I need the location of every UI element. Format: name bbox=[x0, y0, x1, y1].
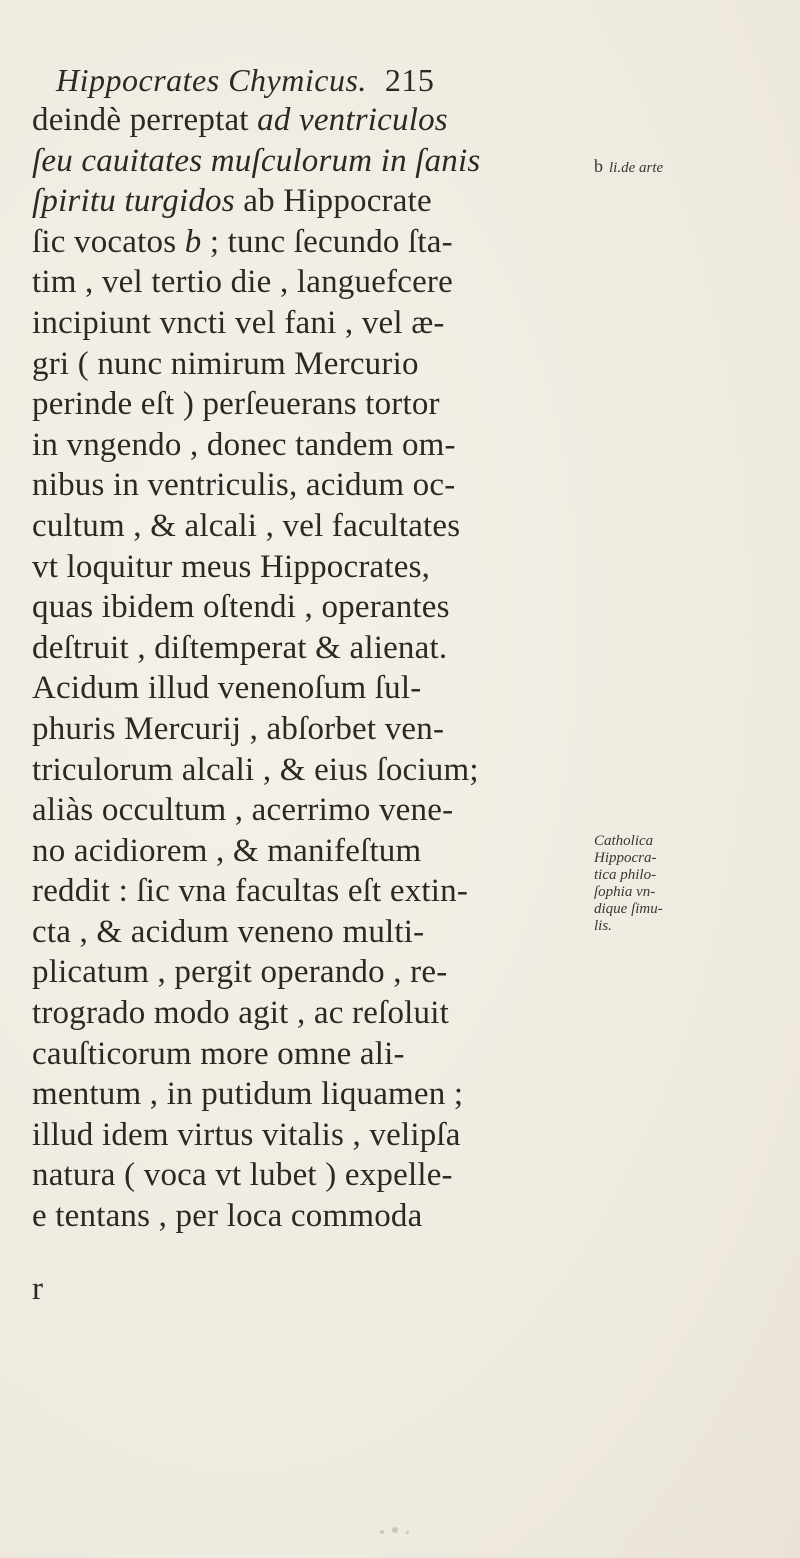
page-number: 215 bbox=[384, 62, 435, 98]
text-line-13: quas ibidem oſtendi , operantes bbox=[32, 589, 450, 626]
text-line-5: tim , vel tertio die , languefcere bbox=[32, 264, 453, 301]
text-line-26: illud idem virtus vitalis , velipſa bbox=[32, 1116, 461, 1153]
running-header bbox=[56, 62, 616, 99]
text-line-28: e tentans , per loca commoda bbox=[32, 1198, 423, 1235]
text-line-21: cta , & acidum veneno multi- bbox=[32, 913, 425, 950]
text-line-27: natura ( voca vt lubet ) expelle- bbox=[32, 1157, 453, 1194]
text-line-11: cultum , & alcali , vel facultates bbox=[32, 507, 461, 544]
text-line-6: incipiunt vncti vel fani , vel æ- bbox=[32, 304, 445, 341]
text-line-16: phuris Mercurij , abſorbet ven- bbox=[32, 710, 445, 747]
text-line-25: mentum , in putidum liquamen ; bbox=[32, 1076, 464, 1113]
text-line-12: vt loquitur meus Hippocrates, bbox=[32, 548, 431, 585]
text-line-9: in vngendo , donec tandem om- bbox=[32, 426, 456, 463]
paper-spot bbox=[392, 1527, 398, 1533]
text-line-17: triculorum alcali , & eius ſocium; bbox=[32, 751, 479, 788]
text-line-14: deſtruit , diſtemperat & alienat. bbox=[32, 629, 448, 666]
paper-spot bbox=[380, 1530, 384, 1534]
text-line-29 bbox=[32, 1237, 588, 1278]
text-line-2: ſeu cauitates muſculorum in ſanis bbox=[32, 142, 481, 179]
text-line-24: cauſticorum more omne ali- bbox=[32, 1035, 405, 1072]
main-text-block bbox=[32, 100, 588, 1308]
margin-note-2: Catholica Hippocra- tica philo- ſophia vn- dique ſimu- lis. bbox=[594, 833, 663, 934]
header-title: Hippocrates Chymicus. bbox=[56, 62, 367, 98]
text-line-3: ſpiritu turgidos ab Hippocrate bbox=[32, 183, 432, 220]
text-line-8: perinde eſt ) perſeuerans tortor bbox=[32, 386, 440, 423]
margin-note-1: b li.de arte bbox=[594, 156, 664, 176]
text-line-10: nibus in ventriculis, acidum oc- bbox=[32, 467, 456, 504]
catchword: r bbox=[32, 1271, 44, 1308]
text-line-20: reddit : ſic vna facultas eſt extin- bbox=[32, 873, 469, 910]
text-line-15: Acidum illud venenoſum ſul- bbox=[32, 670, 422, 707]
text-line-18: aliàs occultum , acerrimo vene- bbox=[32, 792, 454, 829]
text-line-22: plicatum , pergit operando , re- bbox=[32, 954, 448, 991]
text-line-7: gri ( nunc nimirum Mercurio bbox=[32, 345, 419, 382]
paper-spot bbox=[406, 1531, 409, 1534]
text-line-19: no acidiorem , & manifeſtum bbox=[32, 832, 422, 869]
text-line-4: ſic vocatos b ; tunc ſecundo ſta- bbox=[32, 223, 453, 260]
text-line-1: deindè perreptat ad ventriculos bbox=[32, 102, 448, 138]
text-line-23: trogrado modo agit , ac reſoluit bbox=[32, 995, 449, 1032]
